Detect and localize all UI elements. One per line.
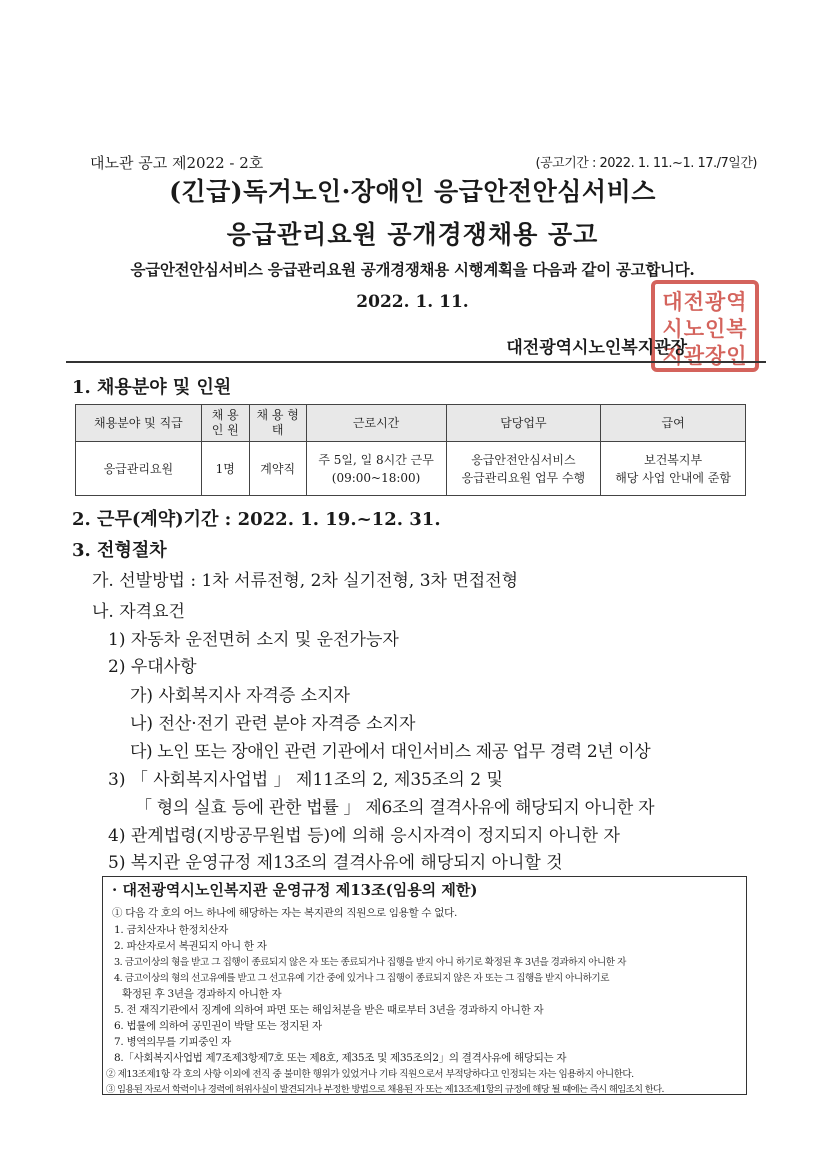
duty-line: 응급안전안심서비스 (471, 452, 576, 467)
column-header: 채 용 형 태 (249, 405, 306, 442)
qualification-heading: 나. 자격요건 (92, 602, 185, 622)
cell-hours (306, 442, 446, 496)
regulation-item: 3. 금고이상의 형을 받고 그 집행이 종료되지 않은 자 또는 종료되거나 집행을 받지 아니 하기로 확정된 후 3년을 경과하지 아니한 자 (114, 957, 626, 968)
selection-method: 가. 선발방법 : 1차 서류전형, 2차 실기전형, 3차 면접전형 (92, 571, 519, 591)
regulation-title: · 대전광역시노인복지관 운영규정 제13조(임용의 제한) (112, 881, 478, 899)
intro-text: 응급안전안심서비스 응급관리요원 공개경쟁채용 시행계획을 다음과 같이 공고합니다. (130, 260, 695, 279)
section-heading-process: 3. 전형절차 (72, 540, 167, 561)
regulation-item: 2. 파산자로서 복권되지 아니 한 자 (114, 940, 267, 952)
notice-period: (공고기간 : 2022. 1. 11.~1. 17./7일간) (535, 156, 757, 171)
preference-item: 나) 전산·전기 관련 분야 자격증 소지자 (130, 714, 416, 734)
preference-item: 다) 노인 또는 장애인 관련 기관에서 대인서비스 제공 업무 경력 2년 이상 (130, 742, 651, 762)
regulation-item-cont: 확정된 후 3년을 경과하지 아니한 자 (122, 988, 282, 1000)
pay-line: 해당 사업 안내에 준함 (615, 470, 731, 485)
hours-line: 주 5일, 일 8시간 근무 (318, 452, 434, 467)
qualification-item: 1) 자동차 운전면허 소지 및 운전가능자 (108, 630, 399, 650)
qualification-item-cont: 「 형의 실효 등에 관한 법률 」 제6조의 결격사유에 해당되지 아니한 자 (135, 798, 655, 818)
organization-name: 대전광역시노인복지관장 (506, 338, 687, 358)
qualification-item: 2) 우대사항 (108, 657, 197, 677)
column-header: 급여 (601, 405, 746, 442)
table-row (76, 442, 746, 496)
recruitment-table (75, 404, 746, 496)
regulation-item: 5. 전 재직기관에서 징계에 의하여 파면 또는 해임처분을 받은 때로부터 3년을 경과하지 아니한 자 (114, 1004, 544, 1016)
cell-field: 응급관리요원 (76, 442, 202, 496)
table-header-row (76, 405, 746, 442)
official-seal: 대전광역 시노인복 지관장인 (651, 280, 759, 372)
regulation-paragraph: ① 다음 각 호의 어느 하나에 해당하는 자는 복지관의 직원으로 임용할 수 없다. (112, 907, 457, 919)
duty-line: 응급관리요원 업무 수행 (461, 470, 586, 485)
notice-number: 대노관 공고 제2022 - 2호 (90, 154, 264, 172)
column-header: 채 용 인 원 (201, 405, 249, 442)
regulation-item: 6. 법률에 의하여 공민권이 박탈 또는 정지된 자 (114, 1020, 322, 1032)
qualification-item: 5) 복지관 운영규정 제13조의 결격사유에 해당되지 아니할 것 (108, 853, 563, 873)
regulation-item: 7. 병역의무를 기피중인 자 (114, 1036, 231, 1048)
cell-headcount: 1명 (201, 442, 249, 496)
divider (66, 361, 766, 363)
regulation-paragraph: ③ 임용된 자로서 학력이나 경력에 허위사실이 발견되거나 부정한 방법으로 채용된 자 또는 제13조제1항의 규정에 해당 될 때에는 즉시 해임조치 한다. (106, 1084, 664, 1095)
cell-type: 계약직 (249, 442, 306, 496)
page-subtitle: 응급관리요원 공개경쟁채용 공고 (226, 220, 599, 249)
pay-line: 보건복지부 (644, 452, 703, 467)
regulation-item: 1. 금치산자나 한정치산자 (114, 924, 228, 936)
regulation-item: 4. 금고이상의 형의 선고유예를 받고 그 선고유예 기간 중에 있거나 그 집행이 종료되지 않은 자 또는 그 집행을 받지 아니하기로 (114, 973, 609, 984)
section-heading-recruitment: 1. 채용분야 및 인원 (72, 377, 232, 398)
column-header: 채용분야 및 직급 (76, 405, 202, 442)
section-heading-period: 2. 근무(계약)기간 : 2022. 1. 19.~12. 31. (72, 509, 441, 530)
column-header: 근로시간 (306, 405, 446, 442)
qualification-item: 3) 「 사회복지사업법 」 제11조의 2, 제35조의 2 및 (108, 770, 503, 790)
cell-duty (446, 442, 601, 496)
cell-pay (601, 442, 746, 496)
qualification-item: 4) 관계법령(지방공무원법 등)에 의해 응시자격이 정지되지 아니한 자 (108, 826, 620, 846)
preference-item: 가) 사회복지사 자격증 소지자 (130, 686, 350, 706)
hours-line: (09:00~18:00) (331, 470, 421, 485)
regulation-paragraph: ② 제13조제1항 각 호의 사항 이외에 전직 중 불미한 행위가 있었거나 기타 직원으로서 부적당하다고 인정되는 자는 임용하지 아니한다. (106, 1069, 634, 1080)
page-title: (긴급)독거노인·장애인 응급안전안심서비스 (169, 177, 656, 206)
regulation-item: 8.「사회복지사업법 제7조제3항제7호 또는 제8호, 제35조 및 제35조의2」의 결격사유에 해당되는 자 (114, 1052, 567, 1064)
notice-date: 2022. 1. 11. (356, 292, 469, 312)
column-header: 담당업무 (446, 405, 601, 442)
